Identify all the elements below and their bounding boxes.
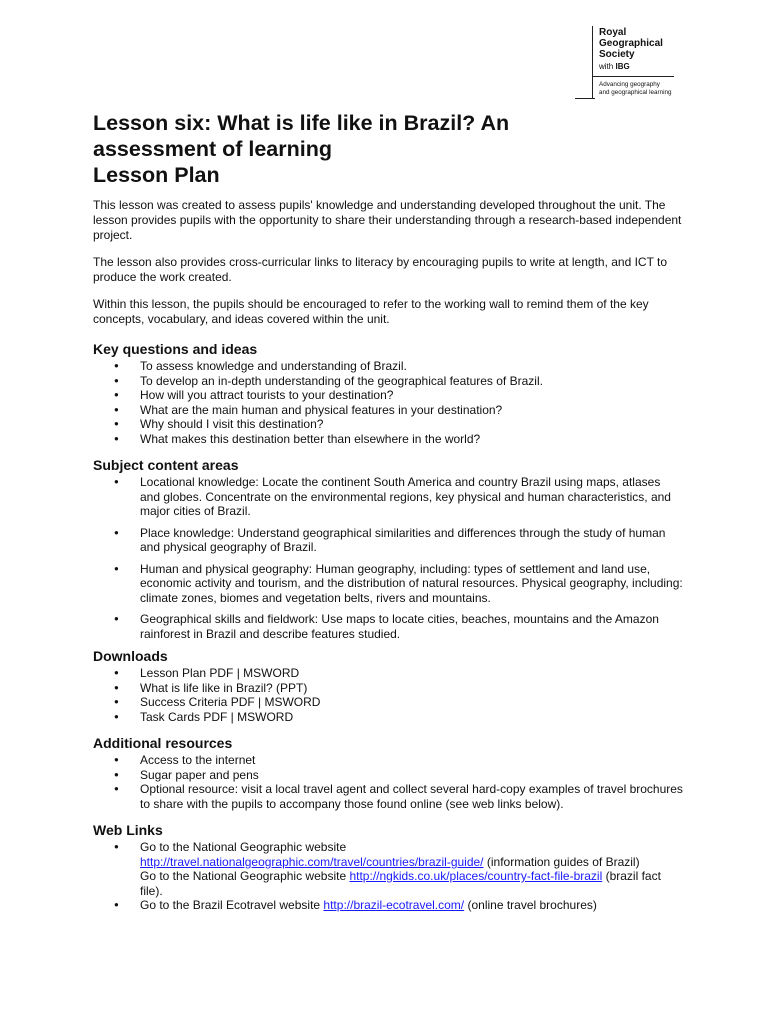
ngkids-fact-file-link[interactable]: http://ngkids.co.uk/places/country-fact-file-brazil [349, 869, 603, 883]
list-item[interactable]: ● What is life like in Brazil? (PPT) [114, 680, 308, 695]
list-item: ● Human and physical geography: Human geography, including: types of settlement and land use, economic activity and tourism, and the distribution of natural resources. Physical geography, including: climate zones, biomes and vegetation belts, rivers and mountains. [114, 561, 683, 605]
list-item: ● What are the main human and physical features in your destination? [114, 402, 503, 417]
logo-tagline: Advancing geography and geographical learning [599, 81, 672, 96]
list-item: ● To develop an in-depth understanding of the geographical features of Brazil. [114, 373, 543, 388]
subject-content-heading: Subject content areas [93, 457, 239, 473]
bullet-icon: ● [114, 527, 119, 537]
bullet-icon: ● [114, 900, 119, 909]
list-item: ● To assess knowledge and understanding of Brazil. [114, 359, 407, 373]
bullet-icon: ● [114, 390, 119, 399]
downloads-list [93, 666, 683, 724]
intro-paragraph-3: Within this lesson, the pupils should be encouraged to refer to the working wall to remind them of the key concepts, vocabulary, and ideas covered within the unit. [93, 297, 649, 326]
logo-ibg: with IBG [599, 62, 630, 71]
bullet-icon: ● [114, 842, 119, 851]
intro-paragraph-2: The lesson also provides cross-curricular links to literacy by encouraging pupils to write at length, and ICT to produce the work created. [93, 255, 668, 284]
list-item: ● Go to the National Geographic website http://travel.nationalgeographic.com/travel/countries/brazil-guide/ (information guides of Brazil) Go to the National Geographic website http://ngkids.co.uk/places/country-fact-file-brazil (brazil fact file). [114, 840, 661, 898]
bullet-icon: ● [114, 361, 119, 370]
bullet-icon: ● [114, 755, 119, 764]
list-item[interactable]: ● Task Cards PDF | MSWORD [114, 709, 294, 724]
additional-resources-heading: Additional resources [93, 735, 233, 751]
subject-content-list [93, 475, 683, 641]
title-line-1: Lesson six: What is life like in Brazil? An [93, 111, 510, 135]
title-line-2: assessment of learning [93, 137, 332, 161]
list-item: ● Sugar paper and pens [114, 767, 259, 782]
brazil-ecotravel-link[interactable]: http://brazil-ecotravel.com/ [323, 898, 465, 912]
bullet-icon: ● [114, 682, 119, 692]
list-item: ● Place knowledge: Understand geographical similarities and differences through the study of human and physical geography of Brazil. [114, 525, 666, 554]
bullet-icon: ● [114, 784, 119, 793]
title-line-3: Lesson Plan [93, 163, 220, 187]
intro-paragraph-1: This lesson was created to assess pupils' knowledge and understanding developed throughout the unit. The lesson provides pupils with the opportunity to share their understanding through a research-based independent project. [93, 198, 682, 242]
rgs-logo [575, 22, 765, 100]
logo-tagline-rule [592, 76, 674, 77]
list-item: ● What makes this destination better than elsewhere in the world? [114, 431, 481, 446]
natgeo-brazil-guide-link[interactable]: http://travel.nationalgeographic.com/travel/countries/brazil-guide/ [140, 854, 484, 869]
additional-resources-list [93, 753, 683, 811]
bullet-icon: ● [114, 668, 119, 677]
key-questions-list [93, 359, 683, 446]
logo-vertical-rule [592, 26, 593, 98]
bullet-icon: ● [114, 614, 119, 623]
list-item: ● Access to the internet [114, 753, 256, 767]
list-item: ● How will you attract tourists to your destination? [114, 388, 394, 402]
bullet-icon: ● [114, 433, 119, 443]
list-item[interactable]: ● Success Criteria PDF | MSWORD [114, 695, 321, 709]
list-item: ● Go to the Brazil Ecotravel website http://brazil-ecotravel.com/ (online travel brochures) [114, 898, 597, 912]
bullet-icon: ● [114, 419, 119, 428]
page-title [93, 110, 683, 188]
web-links-list [93, 840, 683, 913]
bullet-icon: ● [114, 769, 119, 779]
bullet-icon: ● [114, 404, 119, 414]
bullet-icon: ● [114, 563, 119, 573]
list-item: ● Why should I visit this destination? [114, 417, 324, 431]
list-item: ● Locational knowledge: Locate the continent South America and country Brazil using maps, atlases and globes. Concentrate on the environmental regions, key physical and human characteristics, and major cities of Brazil. [114, 475, 671, 518]
list-item[interactable]: ● Lesson Plan PDF | MSWORD [114, 666, 300, 680]
list-item: ● Optional resource: visit a local travel agent and collect several hard-copy examples of travel brochures to share with the pupils to accompany those found online (see web links below). [114, 782, 683, 811]
list-item: ● Geographical skills and fieldwork: Use maps to locate cities, beaches, mountains and the Amazon rainforest in Brazil and describe features studied. [114, 612, 659, 641]
bullet-icon: ● [114, 375, 119, 385]
key-questions-heading: Key questions and ideas [93, 341, 258, 357]
bullet-icon: ● [114, 477, 119, 486]
web-links-heading: Web Links [93, 822, 163, 838]
bullet-icon: ● [114, 711, 119, 721]
logo-horizontal-rule [575, 98, 595, 99]
downloads-heading: Downloads [93, 648, 168, 664]
bullet-icon: ● [114, 697, 119, 706]
document-body [93, 110, 683, 913]
logo-name: Royal Geographical Society [599, 27, 663, 60]
